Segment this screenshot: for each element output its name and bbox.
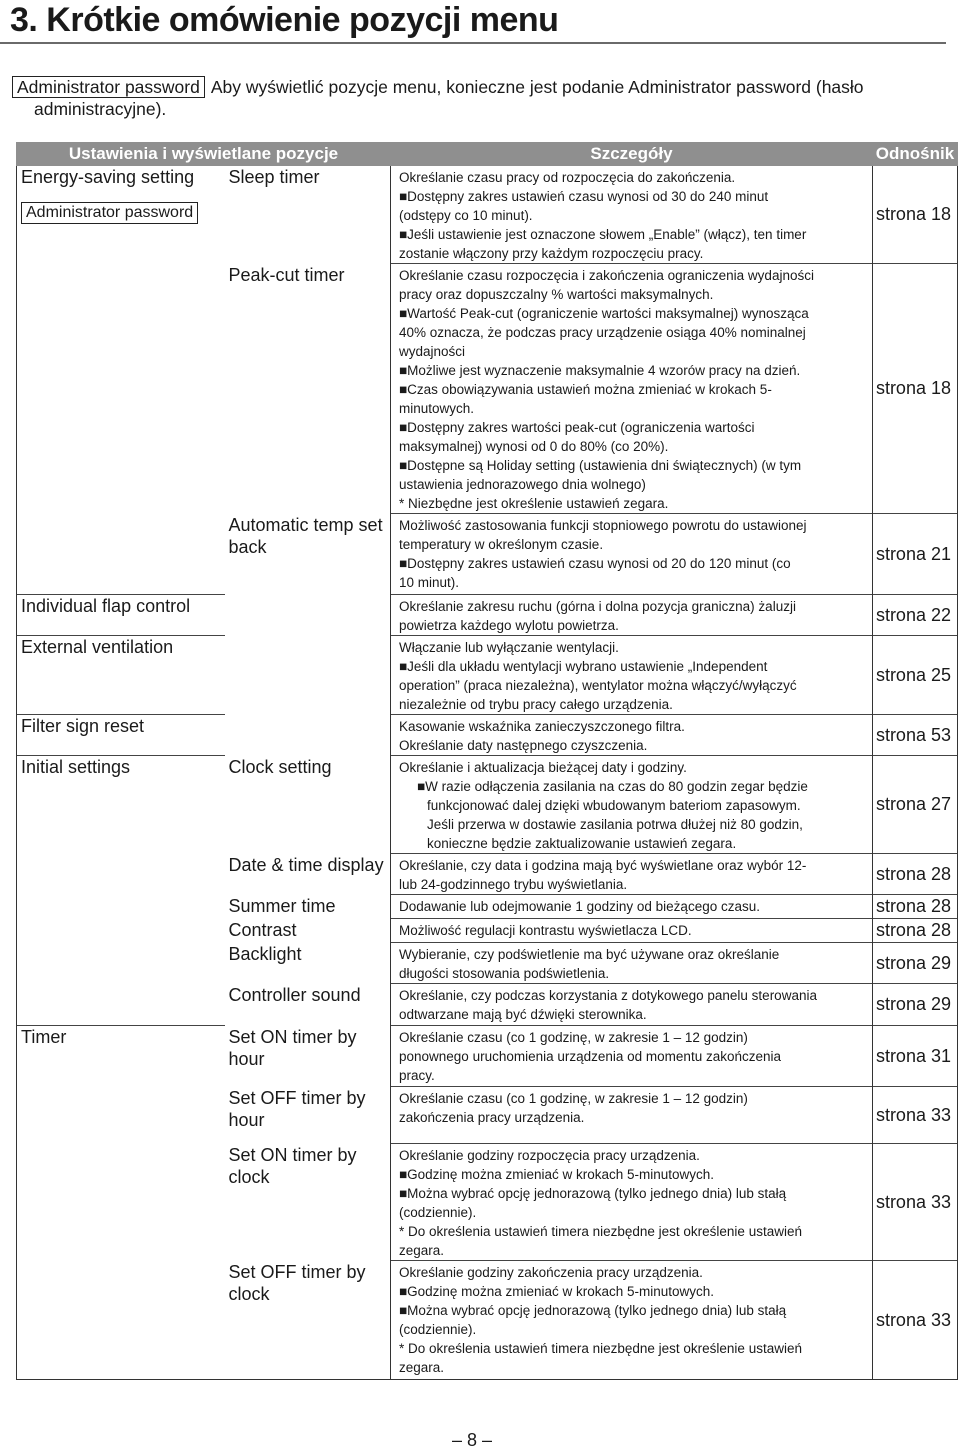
item-name (225, 595, 391, 636)
details-cell (391, 166, 873, 264)
group-cell (17, 636, 225, 715)
item-name: Date & time display (228, 854, 384, 875)
details-cell (391, 264, 873, 514)
table-row (17, 1261, 958, 1380)
detail-line: (codziennie). (399, 1205, 477, 1220)
page-reference: strona 28 (873, 919, 958, 943)
detail-line: Określanie, czy data i godzina mają być wyświetlane oraz wybór 12- (399, 858, 807, 873)
detail-line: Jeśli przerwa w dostawie zasilania potrwa dłużej niż 80 godzin, (427, 817, 803, 832)
table-row (17, 715, 958, 756)
detail-line: zakończenia pracy urządzenia. (399, 1110, 585, 1125)
details-cell (391, 1144, 873, 1261)
detail-line: * Do określenia ustawień timera niezbędne jest określenie ustawień (399, 1341, 802, 1356)
detail-line: zegara. (399, 1360, 445, 1375)
item-name: Set ON timer by clock (228, 1144, 357, 1187)
detail-line: Określanie zakresu ruchu (górna i dolna pozycja graniczna) żaluzji (399, 599, 796, 614)
group-cell (17, 264, 225, 514)
detail-line: ■Można wybrać opcję jednorazową (tylko jednego dnia) lub stałą (399, 1186, 787, 1201)
table-row (17, 984, 958, 1026)
table-row (17, 514, 958, 595)
table-row (17, 264, 958, 514)
group-label: Energy-saving setting (21, 167, 195, 187)
details-cell (391, 1026, 873, 1087)
detail-line: konieczne będzie zaktualizowanie ustawień zegara. (427, 836, 737, 851)
details-cell (391, 595, 873, 636)
details-cell (391, 514, 873, 595)
intro-text-line2: administracyjne). (34, 99, 167, 119)
details-cell (391, 854, 873, 895)
detail-line: Określanie czasu pracy od rozpoczęcia do zakończenia. (399, 170, 736, 185)
table-row (17, 1144, 958, 1261)
item-name (225, 636, 391, 715)
detail-line: 10 minut). (399, 575, 460, 590)
detail-line: Określanie, czy podczas korzystania z dotykowego panelu sterowania (399, 988, 817, 1003)
page-reference: strona 31 (873, 1026, 958, 1087)
group-cell (17, 595, 225, 636)
group-cell (17, 919, 225, 943)
detail-line: Dodawanie lub odejmowanie 1 godziny od bieżącego czasu. (399, 899, 760, 914)
group-cell (17, 895, 225, 919)
detail-line: ■Jeśli dla układu wentylacji wybrano ustawienie „Independent (399, 659, 768, 674)
page-reference: strona 25 (873, 636, 958, 715)
item-name: Clock setting (228, 756, 332, 777)
detail-line: długości stosowania podświetlenia. (399, 966, 610, 981)
detail-line: ■W razie odłączenia zasilania na czas do 80 godzin zegar będzie (417, 779, 808, 794)
header-details: Szczegóły (391, 143, 873, 166)
detail-line: pracy oraz dopuszczalny % wartości maksymalnych. (399, 287, 714, 302)
menu-items-table (16, 142, 958, 1380)
group-cell (17, 166, 225, 264)
detail-line: operation” (praca niezależna), wentylator można włączyć/wyłączyć (399, 678, 797, 693)
detail-line: ■Dostępne są Holiday setting (ustawienia dni świątecznych) (w tym (399, 458, 802, 473)
detail-line: ■Dostępny zakres ustawień czasu wynosi od 30 do 240 minut (399, 189, 769, 204)
table-row (17, 943, 958, 984)
table-row (17, 919, 958, 943)
header-settings: Ustawienia i wyświetlane pozycje (17, 143, 391, 166)
detail-line: maksymalnej) wynosi od 0 do 80% (co 20%). (399, 439, 669, 454)
detail-line: (odstępy co 10 minut). (399, 208, 533, 223)
group-cell (17, 756, 225, 854)
detail-line: Określanie i aktualizacja bieżącej daty i godziny. (399, 760, 687, 775)
header-reference: Odnośnik (873, 143, 958, 166)
item-name: Set OFF timer by hour (228, 1087, 366, 1130)
detail-line: minutowych. (399, 401, 475, 416)
group-cell (17, 984, 225, 1026)
page-reference: strona 33 (873, 1144, 958, 1261)
detail-line: ■Dostępny zakres wartości peak-cut (ograniczenia wartości (399, 420, 755, 435)
page-reference: strona 18 (873, 264, 958, 514)
page-reference: strona 28 (873, 895, 958, 919)
table-row (17, 895, 958, 919)
group-label: Individual flap control (21, 596, 191, 616)
table-header-row (17, 143, 958, 166)
group-cell (17, 715, 225, 756)
detail-line: ■Godzinę można zmieniać w krokach 5-minutowych. (399, 1284, 715, 1299)
administrator-password-badge: Administrator password (21, 202, 198, 224)
detail-line: ■Możliwe jest wyznaczenie maksymalnie 4 wzorów pracy na dzień. (399, 363, 801, 378)
detail-line: Określanie godziny rozpoczęcia pracy urządzenia. (399, 1148, 700, 1163)
group-cell (17, 1144, 225, 1261)
details-cell (391, 756, 873, 854)
item-name: Peak-cut timer (228, 264, 345, 285)
detail-line: zegara. (399, 1243, 445, 1258)
detail-line: ■Jeśli ustawienie jest oznaczone słowem „Enable” (włącz), ten timer (399, 227, 807, 242)
detail-line: * Do określenia ustawień timera niezbędne jest określenie ustawień (399, 1224, 802, 1239)
details-cell (391, 895, 873, 919)
detail-line: lub 24-godzinnego trybu wyświetlania. (399, 877, 628, 892)
page-reference: strona 29 (873, 984, 958, 1026)
group-label: Timer (21, 1027, 67, 1047)
details-cell (391, 984, 873, 1026)
detail-line: Określanie daty następnego czyszczenia. (399, 738, 648, 753)
detail-line: odtwarzane mają być dźwięki sterownika. (399, 1007, 647, 1022)
table-row (17, 636, 958, 715)
detail-line: ■Można wybrać opcję jednorazową (tylko jednego dnia) lub stałą (399, 1303, 787, 1318)
detail-line: Określanie czasu (co 1 godzinę, w zakresie 1 – 12 godzin) (399, 1030, 748, 1045)
page-reference: strona 29 (873, 943, 958, 984)
detail-line: funkcjonować dalej dzięki wbudowanym bateriom zapasowym. (427, 798, 801, 813)
table-row (17, 166, 958, 264)
group-cell (17, 854, 225, 895)
details-cell (391, 715, 873, 756)
page-reference: strona 21 (873, 514, 958, 595)
item-name (225, 715, 391, 756)
item-name: Contrast (228, 919, 297, 940)
detail-line: pracy. (399, 1068, 435, 1083)
item-name: Set ON timer by hour (228, 1026, 357, 1069)
table-row (17, 1026, 958, 1087)
group-label: Filter sign reset (21, 716, 145, 736)
title-divider (0, 42, 946, 44)
detail-line: (codziennie). (399, 1322, 477, 1337)
group-label: External ventilation (21, 637, 174, 657)
detail-line: Kasowanie wskaźnika zanieczyszczonego filtra. (399, 719, 685, 734)
detail-line: Określanie czasu rozpoczęcia i zakończenia ograniczenia wydajności (399, 268, 814, 283)
administrator-password-label: Administrator password (12, 76, 205, 98)
table-body (17, 166, 958, 1380)
page-reference: strona 33 (873, 1261, 958, 1380)
page-reference: strona 27 (873, 756, 958, 854)
item-name: Set OFF timer by clock (225, 1261, 391, 1380)
detail-line: ponownego uruchomienia urządzenia od momentu zakończenia (399, 1049, 781, 1064)
details-cell (391, 943, 873, 984)
group-cell (17, 514, 225, 595)
page-reference: strona 28 (873, 854, 958, 895)
detail-line: ■Dostępny zakres ustawień czasu wynosi od 20 do 120 minut (co (399, 556, 791, 571)
detail-line: niezależnie od trybu pracy całego urządzenia. (399, 697, 673, 712)
item-name: Automatic temp set back (228, 514, 383, 557)
item-name: Controller sound (228, 984, 361, 1005)
item-name: Sleep timer (228, 167, 320, 187)
detail-line: ■Wartość Peak-cut (ograniczenie wartości maksymalnej) wynosząca (399, 306, 809, 321)
group-cell (17, 1087, 225, 1144)
page-number: – 8 – (452, 1430, 493, 1450)
item-name: Backlight (228, 943, 302, 964)
detail-line: ustawienia jednorazowego dnia wolnego) (399, 477, 646, 492)
detail-line: Możliwość zastosowania funkcji stopniowego powrotu do ustawionej (399, 518, 807, 533)
table-row (17, 1087, 958, 1144)
detail-line: Określanie czasu (co 1 godzinę, w zakresie 1 – 12 godzin) (399, 1091, 748, 1106)
page-reference: strona 33 (873, 1087, 958, 1144)
details-cell (391, 1261, 873, 1380)
page-reference: strona 53 (873, 715, 958, 756)
detail-line: * Niezbędne jest określenie ustawień zegara. (399, 496, 669, 511)
group-label: Initial settings (21, 757, 131, 777)
detail-line: Wybieranie, czy podświetlenie ma być używane oraz określanie (399, 947, 780, 962)
group-cell (17, 1026, 225, 1087)
intro-paragraph (12, 76, 932, 120)
detail-line: zostanie włączony przy każdym rozpoczęciu pracy. (399, 246, 704, 261)
detail-line: Możliwość regulacji kontrastu wyświetlacza LCD. (399, 923, 692, 938)
detail-line: 40% oznacza, że podczas pracy urządzenie osiąga 40% nominalnej (399, 325, 806, 340)
group-cell (17, 1261, 225, 1380)
detail-line: Określanie godziny zakończenia pracy urządzenia. (399, 1265, 703, 1280)
page-reference: strona 18 (873, 166, 958, 264)
item-name: Summer time (228, 895, 336, 916)
detail-line: powietrza każdego wylotu powietrza. (399, 618, 619, 633)
page-title: 3. Krótkie omówienie pozycji menu (10, 1, 559, 39)
intro-text-line1: Aby wyświetlić pozycje menu, konieczne jest podanie Administrator password (hasło (210, 77, 864, 97)
detail-line: ■Czas obowiązywania ustawień można zmieniać w krokach 5- (399, 382, 772, 397)
detail-line: ■Godzinę można zmieniać w krokach 5-minutowych. (399, 1167, 715, 1182)
detail-line: temperatury w określonym czasie. (399, 537, 604, 552)
table-row (17, 854, 958, 895)
group-cell (17, 943, 225, 984)
detail-line: Włączanie lub wyłączanie wentylacji. (399, 640, 619, 655)
detail-line: wydajności (399, 344, 466, 359)
table-row (17, 595, 958, 636)
details-cell (391, 636, 873, 715)
page-reference: strona 22 (873, 595, 958, 636)
details-cell (391, 1087, 873, 1144)
table-row (17, 756, 958, 854)
details-cell (391, 919, 873, 943)
